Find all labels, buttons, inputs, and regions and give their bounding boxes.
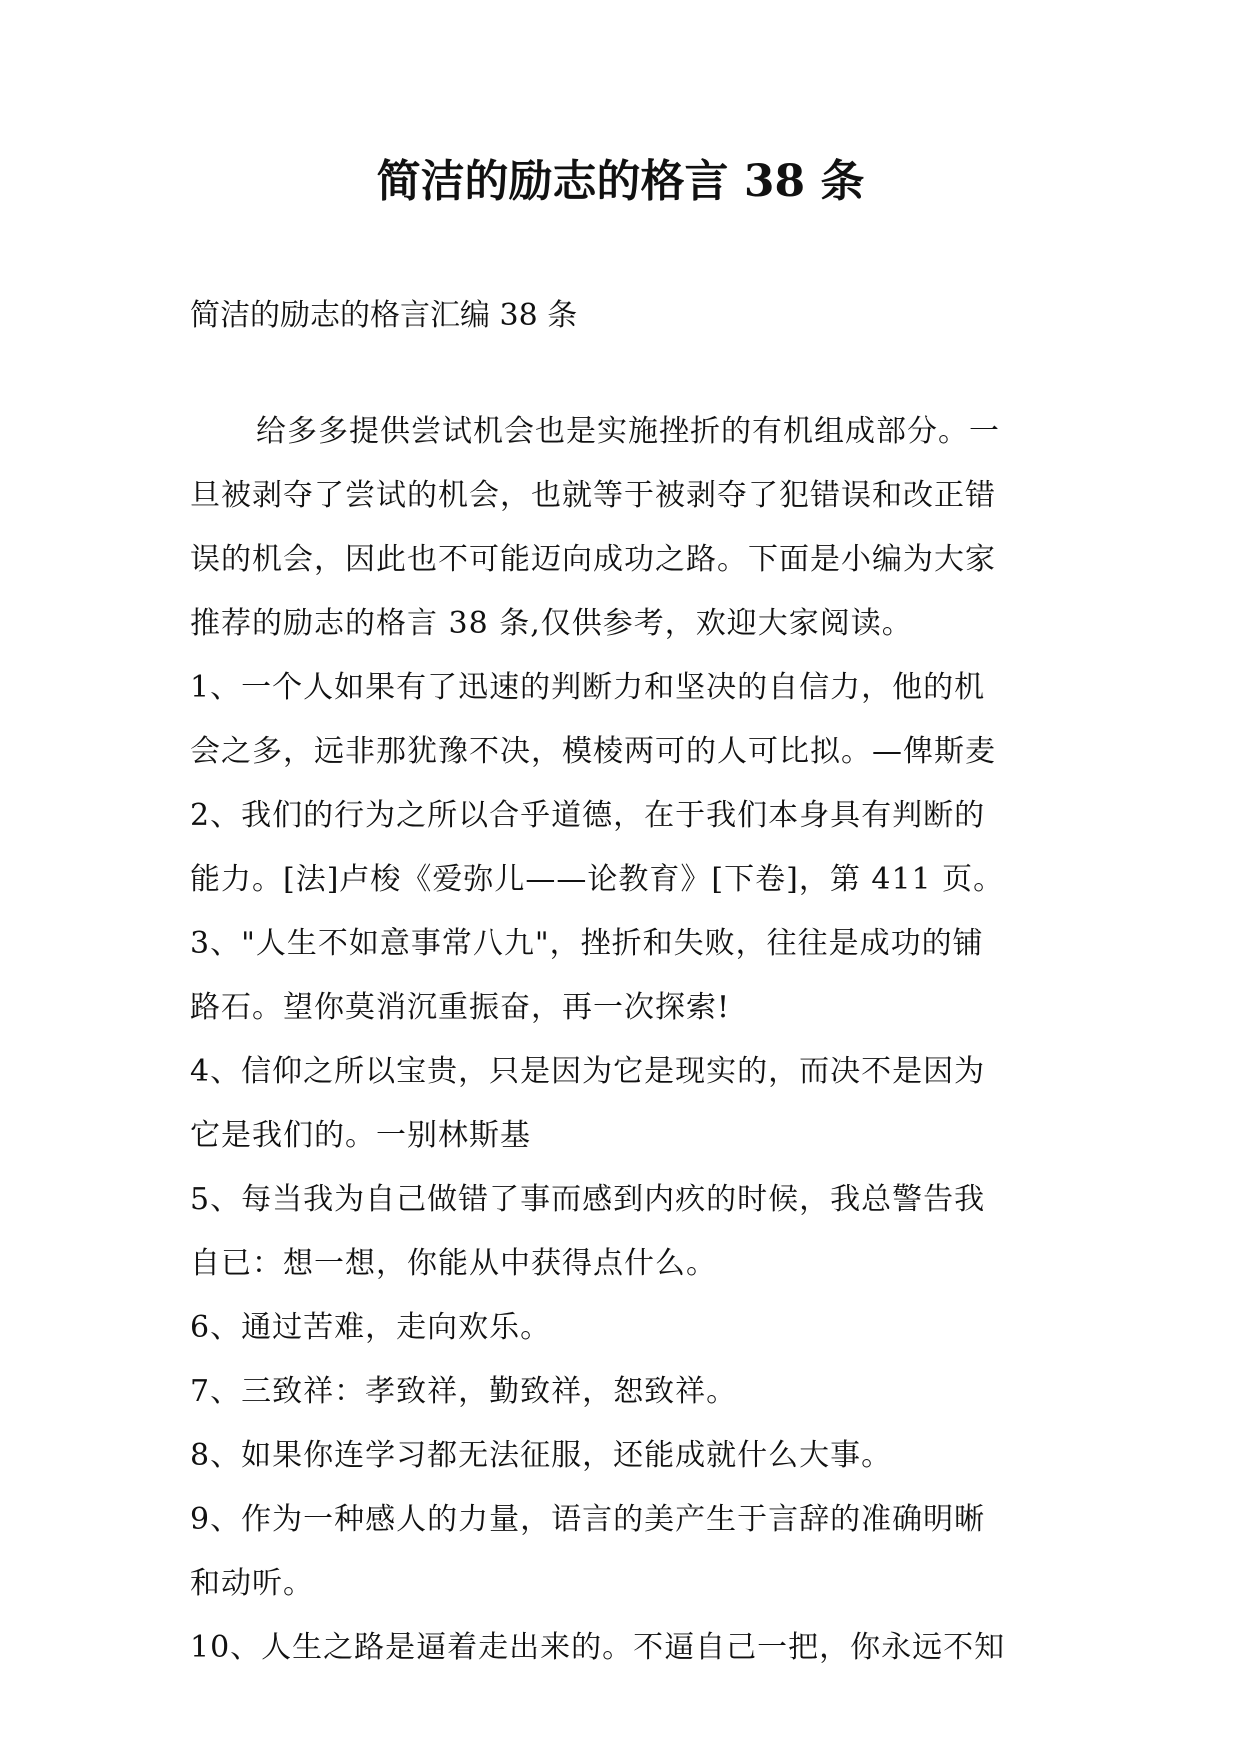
list-item-line: 10、人生之路是逼着走出来的。不逼自己一把，你永远不知 <box>190 1630 1006 1665</box>
list-item-line: 7、三致祥：孝致祥，勤致祥，恕致祥。 <box>190 1374 738 1409</box>
list-item-line: 路石。望你莫消沉重振奋，再一次探索! <box>190 990 731 1025</box>
list-item-line: 8、如果你连学习都无法征服，还能成就什么大事。 <box>190 1438 893 1473</box>
list-item-line: 4、信仰之所以宝贵，只是因为它是现实的，而决不是因为 <box>190 1054 986 1089</box>
list-item-line: 和动听。 <box>190 1566 314 1601</box>
document-subtitle: 简洁的励志的格言汇编 38 条 <box>190 298 578 333</box>
list-item-line: 2、我们的行为之所以合乎道德，在于我们本身具有判断的 <box>190 798 986 833</box>
body-line: 误的机会，因此也不可能迈向成功之路。下面是小编为大家 <box>190 542 996 577</box>
document-title: 简洁的励志的格言 38 条 <box>376 156 865 207</box>
list-item-line: 能力。[法]卢梭《爱弥儿——论教育》[下卷]，第 411 页。 <box>190 862 1005 897</box>
list-item-line: 会之多，远非那犹豫不决，模棱两可的人可比拟。—俾斯麦 <box>190 734 996 769</box>
document-body <box>190 400 1090 1680</box>
list-item-line: 1、一个人如果有了迅速的判断力和坚决的自信力，他的机 <box>190 670 986 705</box>
body-line: 推荐的励志的格言 38 条,仅供参考，欢迎大家阅读。 <box>190 606 913 641</box>
body-line: 旦被剥夺了尝试的机会，也就等于被剥夺了犯错误和改正错 <box>190 478 996 513</box>
list-item-line: 它是我们的。一别林斯基 <box>190 1118 531 1153</box>
list-item-line: 6、通过苦难，走向欢乐。 <box>190 1310 552 1345</box>
body-line: 给多多提供尝试机会也是实施挫折的有机组成部分。一 <box>256 414 1000 449</box>
list-item-line: 3、"人生不如意事常八九"，挫折和失败，往往是成功的铺 <box>190 926 984 961</box>
list-item-line: 自已：想一想，你能从中获得点什么。 <box>190 1246 717 1281</box>
list-item-line: 9、作为一种感人的力量，语言的美产生于言辞的准确明晰 <box>190 1502 986 1537</box>
list-item-line: 5、每当我为自己做错了事而感到内疚的时候，我总警告我 <box>190 1182 986 1217</box>
